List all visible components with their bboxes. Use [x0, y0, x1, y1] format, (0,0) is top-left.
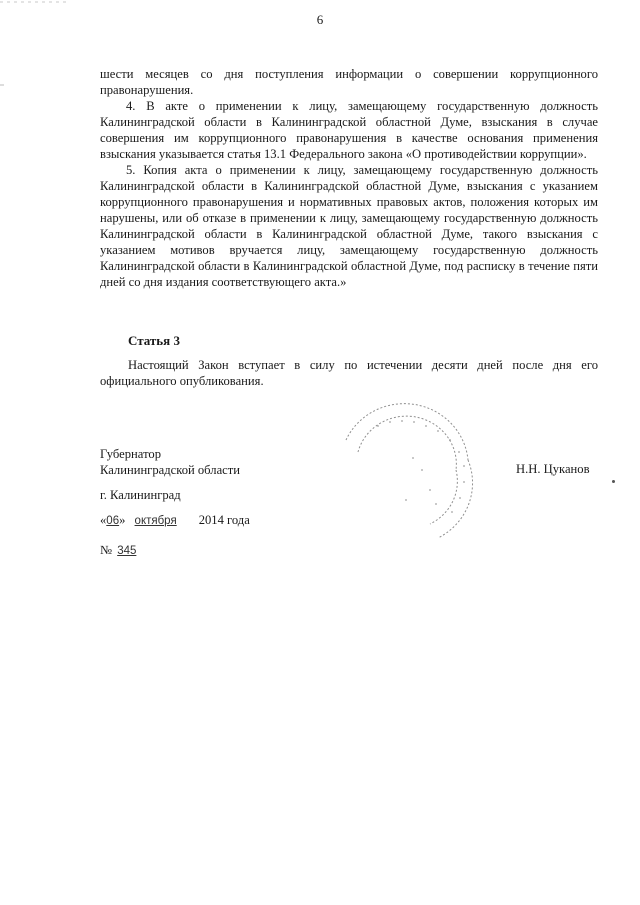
official-seal-stamp: [318, 400, 478, 550]
signatory-title: [100, 446, 240, 478]
date-day: 06: [106, 515, 120, 527]
place-of-signing: г. Калининград: [100, 488, 181, 502]
number-sign: №: [100, 543, 113, 557]
law-number-value: 345: [117, 545, 137, 557]
body-paragraph: 5. Копия акта о применении к лицу, замещающему государственную должность Калининградской области в Калининградской областной Думе, взыскания с указанием коррупционного правонарушения и нормативных правовых актов, положения которых им нарушены, или об отказе в применении к лицу, замещающему государственную должность Калининградской области в Калининградской областной Думе, такого взыскания с указанием мотивов вручается лицу, замещающему государственную должность Калининградской области в Калининградской областной Думе, под расписку в течение пяти дней со дня издания соответствующего акта.»: [100, 163, 598, 289]
body-paragraph: 4. В акте о применении к лицу, замещающему государственную должность Калининградской области в Калининградской областной Думе, взыскания в случае совершения им коррупционного правонарушения в качестве основания применения взыскания указывается статья 13.1 Федерального закона «О противодействии коррупции».: [100, 99, 598, 161]
ink-speck: [612, 480, 615, 483]
signatory-title-line: Калининградской области: [100, 463, 240, 477]
article-heading: Статья 3: [128, 333, 180, 348]
signatory-name: Н.Н. Цуканов: [516, 462, 590, 476]
article-text: Настоящий Закон вступает в силу по истечении десяти дней после дня его официального опубликования.: [100, 358, 598, 388]
document-body: [100, 66, 598, 290]
page-number: 6: [316, 12, 324, 27]
signatory-title-line: Губернатор: [100, 447, 161, 461]
date-year: 2014 года: [198, 513, 250, 527]
signing-date: [100, 513, 250, 528]
law-number: [100, 543, 144, 558]
date-close-quote: »: [119, 513, 126, 527]
date-open-quote: «: [100, 513, 107, 527]
date-month: октября: [134, 515, 177, 527]
body-paragraph: шести месяцев со дня поступления информации о совершении коррупционного правонарушения.: [100, 67, 598, 97]
